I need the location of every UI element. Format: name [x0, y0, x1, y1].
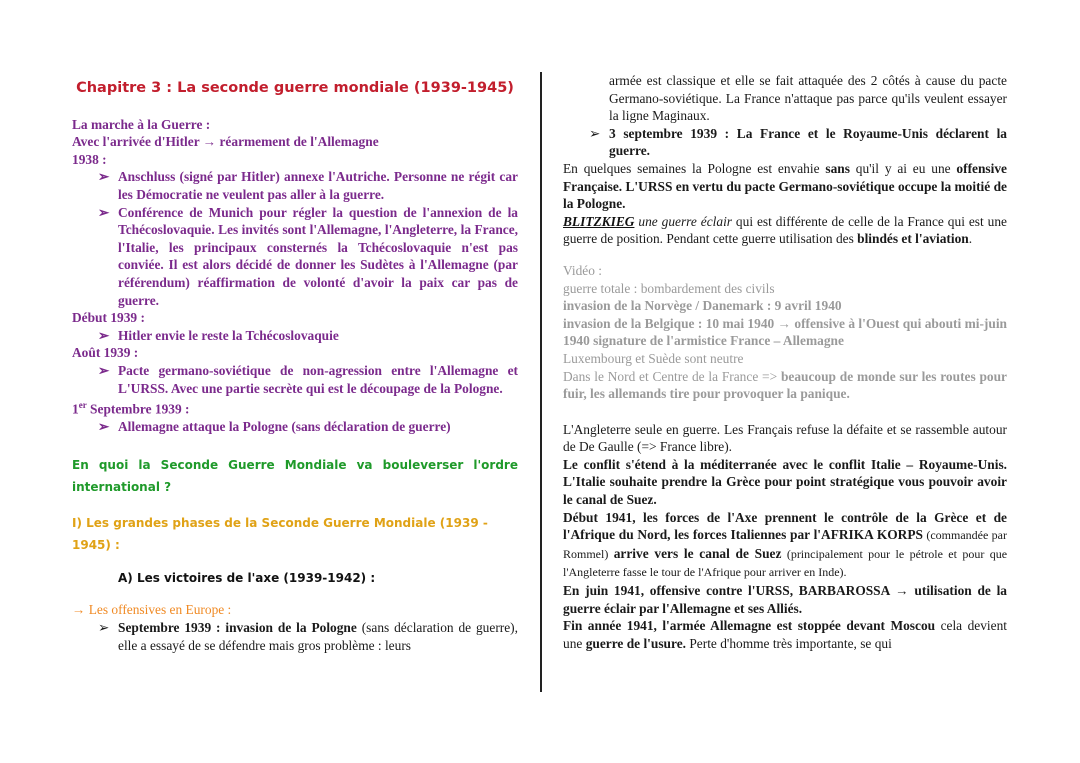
spacer — [563, 248, 1007, 262]
video-note-4: Luxembourg et Suède sont neutre — [563, 350, 744, 366]
offensives-heading: → Les offensives en Europe : — [72, 602, 232, 618]
bullet-arrow-icon: ➢ — [98, 327, 110, 343]
bullet-invasion-pologne: ➢ Septembre 1939 : invasion de la Pologne (sans déclaration de guerre), elle a essayé de se défendre mais gros problème : leurs — [98, 619, 518, 653]
bullet-hitler: ➢ Hitler envie le reste la Tchécoslovaquie — [98, 327, 339, 343]
year-septembre-1939: 1er Septembre 1939 : — [72, 400, 190, 417]
spacer — [563, 403, 1007, 421]
video-note-3: invasion de la Belgique : 10 mai 1940 → offensive à l'Ouest qui abouti mi-juin 1940 signature de l'armistice France – Allemagne — [563, 315, 1007, 349]
year-aout-1939: Août 1939 : — [72, 345, 139, 361]
continuation-text: armée est classique et elle se fait attaquée des 2 côtés à cause du pacte Germano-soviétique. La France n'attaque pas parce qu'ils veulent essayer la ligne Maginaux. — [609, 73, 1007, 124]
video-heading: Vidéo : — [563, 262, 602, 278]
year-debut-1939: Début 1939 : — [72, 310, 145, 326]
video-note-5: Dans le Nord et Centre de la France => beaucoup de monde sur les routes pour fuir, les allemands tire pour provoquer la panique. — [563, 368, 1007, 402]
paragraph-mediterranee: Le conflit s'étend à la méditerranée avec le conflit Italie – Royaume-Unis. L'Italie souhaite prendre la Grèce pour point stratégique vous pouvoir avoir le canal de Suez. — [563, 456, 1007, 508]
spacer — [72, 587, 518, 601]
bullet-pacte: ➢ Pacte germano-soviétique de non-agression entre l'Allemagne et L'URSS. Avec une partie secrète qui est le découpage de la Pologne. — [98, 362, 518, 396]
section-heading-1: I) Les grandes phases de la Seconde Guerre Mondiale (1939 - 1945) : — [72, 515, 488, 552]
bullet-arrow-icon: ➢ — [98, 169, 110, 185]
paragraph-barbarossa: En juin 1941, offensive contre l'URSS, BARBAROSSA → utilisation de la guerre éclair par l'Allemagne et ses Alliés. — [563, 583, 1007, 616]
bullet-anschluss: ➢ Anschluss (signé par Hitler) annexe l'Autriche. Personne ne régit car les Démocratie ne veulent pas aller à la guerre. — [98, 169, 518, 202]
video-note-2: invasion de la Norvège / Danemark : 9 avril 1940 — [563, 298, 842, 314]
problematique: En quoi la Seconde Guerre Mondiale va bouleverser l'ordre international ? — [72, 457, 518, 494]
subsection-heading-a: A) Les victoires de l'axe (1939-1942) : — [118, 570, 376, 585]
left-column — [72, 72, 518, 654]
right-column — [563, 72, 1007, 652]
heading-marche: La marche à la Guerre : — [72, 116, 211, 132]
paragraph-angleterre: L'Angleterre seule en guerre. Les Français refuse la défaite et se rassemble autour de De Gaulle (=> France libre). — [563, 421, 1007, 455]
year-1938: 1938 : — [72, 151, 107, 167]
bullet-arrow-icon: ➢ — [589, 125, 601, 141]
spacer — [72, 498, 518, 512]
line-avec: Avec l'arrivée d'Hitler → réarmement de l'Allemagne — [72, 134, 379, 150]
bullet-arrow-icon: ➢ — [98, 204, 110, 220]
paragraph-debut-1941: Début 1941, les forces de l'Axe prennent le contrôle de la Grèce et de l'Afrique du Nord, les forces Italiennes par l'AFRIKA KORPS (commandée par Rommel) arrive vers le canal de Suez (principalement pour le pétrole et pour que l'Angleterre fasse le tour de l'Afrique pour arriver en Inde). — [563, 509, 1008, 580]
bullet-arrow-icon: ➢ — [98, 419, 110, 435]
chapter-title: Chapitre 3 : La seconde guerre mondiale (1939-1945) — [76, 80, 514, 96]
paragraph-blitzkrieg: BLITZKIEG une guerre éclair qui est différente de celle de la France qui est une guerre de position. Pendant cette guerre utilisation des blindés et l'aviation. — [563, 213, 1007, 247]
spacer — [72, 556, 518, 570]
bullet-arrow-icon: ➢ — [98, 362, 110, 378]
column-divider — [540, 72, 542, 692]
bullet-munich: ➢ Conférence de Munich pour régler la question de l'annexion de la Tchécoslovaquie. Les invités sont l'Allemagne, l'Angleterre, la France, l'Italie, les principaux consternés la Tchécoslovaquie n'est pas conviée. Il est alors décidé de donner les Sudètes à l'Allemagne (par référendum) réaffirmation de volonté d'avoir la paix car pas de guerre. — [98, 204, 518, 308]
paragraph-fin-1941: Fin année 1941, l'armée Allemagne est stoppée devant Moscou cela devient une guerre de l'usure. Perte d'homme très importante, se qui — [563, 618, 1007, 651]
spacer — [72, 436, 518, 454]
bullet-pologne: ➢ Allemagne attaque la Pologne (sans déclaration de guerre) — [98, 419, 451, 435]
paragraph-pologne-envahie: En quelques semaines la Pologne est envahie sans qu'il y ai eu une offensive Française. L'URSS en vertu du pacte Germano-soviétique occupe la moitié de la Pologne. — [563, 160, 1007, 212]
video-note-1: guerre totale : bombardement des civils — [563, 280, 775, 296]
bullet-3-septembre: ➢ 3 septembre 1939 : La France et le Royaume-Unis déclarent la guerre. — [589, 125, 1007, 159]
bullet-arrow-icon: ➢ — [98, 619, 110, 635]
